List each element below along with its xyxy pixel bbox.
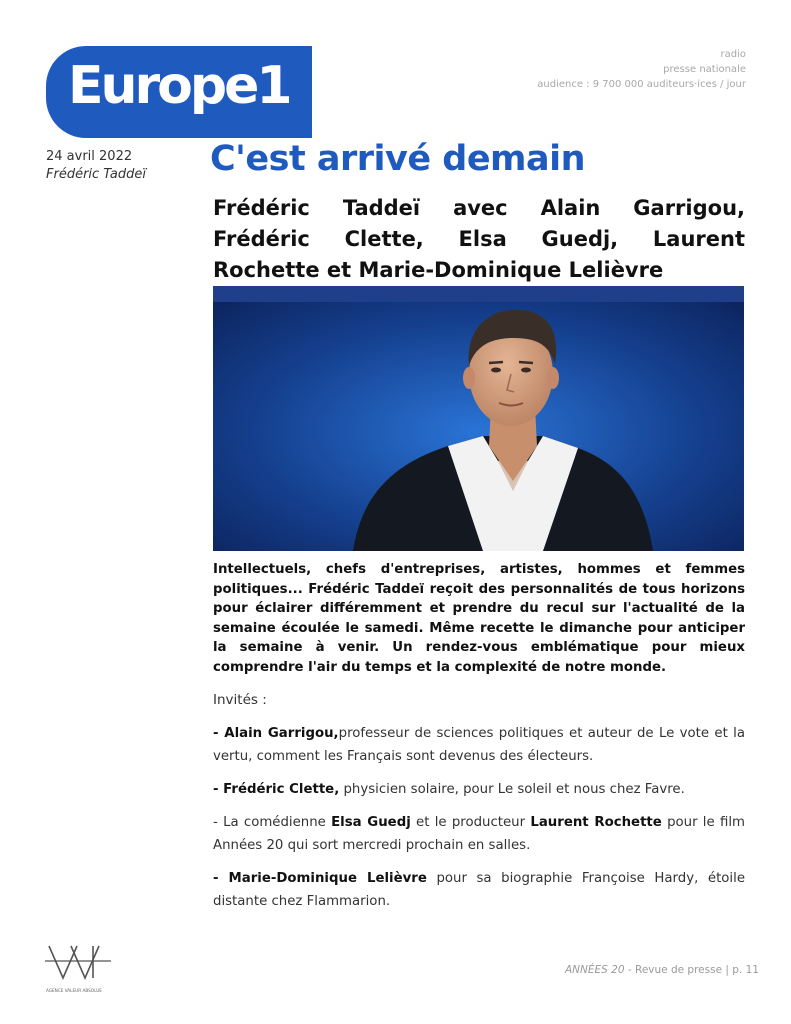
guest-name: Marie-Dominique Lelièvre xyxy=(228,871,427,886)
media-type: radio xyxy=(720,49,746,60)
guests-label: Invités : xyxy=(213,692,267,708)
guest-item xyxy=(213,778,745,801)
article-author: Frédéric Taddeï xyxy=(46,167,146,182)
media-meta xyxy=(537,47,746,92)
guest-prefix: - xyxy=(213,726,225,741)
guest-item xyxy=(213,811,745,857)
guest-item xyxy=(213,867,745,913)
guest-connector: et le producteur xyxy=(410,815,531,830)
page-footer xyxy=(565,964,759,976)
guest-prefix: - La comédienne xyxy=(213,815,332,830)
article-intro: Intellectuels, chefs d'entreprises, artistes, hommes et femmes politiques... Frédéric Taddeï reçoit des personnalités de tous horizons pour éclairer différemment et prendre du recul sur l'actualité de la semaine écoulée le samedi. Même recette le dimanche pour anticiper la semaine à venir. Un rendez-vous emblématique pour mieux comprendre l'air du temps et la complexité de notre monde. xyxy=(213,562,745,675)
footer-film: ANNÉES 20 xyxy=(565,964,625,976)
agency-logo-caption: AGENCE VALEUR ABSOLUE xyxy=(46,988,102,993)
guest-description: physicien solaire, pour Le soleil et nous chez Favre. xyxy=(339,782,685,797)
footer-doc: Revue de presse | p. 11 xyxy=(635,964,759,976)
guest-name: Alain Garrigou, xyxy=(224,726,339,741)
guest-description: pour le film Années 20 qui sort mercredi prochain en salles. xyxy=(213,815,745,853)
guest-prefix: - xyxy=(213,871,229,886)
guest-description: professeur de sciences politiques et auteur de Le vote et la vertu, comment les Français sont devenus des électeurs. xyxy=(213,726,745,764)
host-photo xyxy=(213,286,744,551)
host-photo-illustration xyxy=(213,286,744,551)
guest-name: Frédéric Clette, xyxy=(223,782,340,797)
guest-description: pour sa biographie Françoise Hardy, étoile distante chez Flammarion. xyxy=(213,871,745,909)
article-headline: Frédéric Taddeï avec Alain Garrigou, Frédéric Clette, Elsa Guedj, Laurent Rochette et Marie-Dominique Lelièvre xyxy=(213,196,745,282)
footer-separator: - xyxy=(624,964,635,976)
media-category: presse nationale xyxy=(663,64,746,75)
agency-logo-mark xyxy=(45,944,115,996)
agency-logo xyxy=(45,944,115,996)
logo-text: Europe1 xyxy=(68,56,290,116)
media-audience: audience : 9 700 000 auditeurs·ices / jour xyxy=(537,79,746,90)
guest-prefix: - xyxy=(213,782,224,797)
europe1-logo xyxy=(46,46,312,138)
guest-name-2: Laurent Rochette xyxy=(530,815,662,830)
show-title: C'est arrivé demain xyxy=(210,139,586,179)
guest-name: Elsa Guedj xyxy=(331,815,411,830)
article-date: 24 avril 2022 xyxy=(46,149,133,164)
guest-item xyxy=(213,722,745,768)
